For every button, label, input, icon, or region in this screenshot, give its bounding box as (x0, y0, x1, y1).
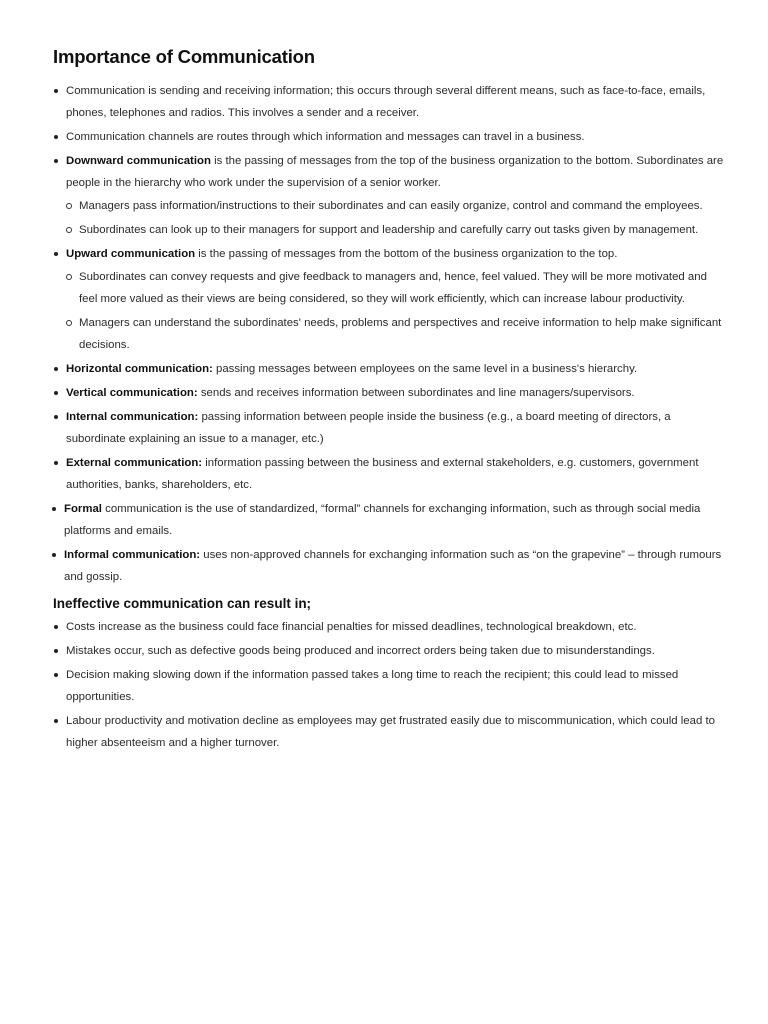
list-item (53, 406, 728, 450)
sub-list (66, 266, 728, 356)
list-item (53, 150, 728, 241)
sub-list-item: Subordinates can convey requests and give feedback to managers and, hence, feel valued. They will be more motivated and feel more valued as their views are being considered, so they will work efficiently, which can increase labour productivity. (66, 266, 728, 310)
item-text: passing information between people inside the business (e.g., a board meeting of directors, a subordinate explaining an issue to a manager, etc.) (66, 411, 671, 445)
item-text: Communication is sending and receiving information; this occurs through several different means, such as face-to-face, emails, phones, telephones and radios. This involves a sender and a receiver. (66, 85, 706, 119)
list-item (53, 382, 728, 404)
list-item (53, 243, 728, 356)
result-item: Costs increase as the business could face financial penalties for missed deadlines, technological breakdown, etc. (53, 616, 728, 638)
item-bold-term: External communication: (66, 457, 203, 469)
item-text: passing messages between employees on the same level in a business's hierarchy. (212, 363, 638, 375)
sub-list-item: Subordinates can look up to their managers for support and leadership and carefully carry out tasks given by management. (66, 219, 728, 241)
sub-list (66, 195, 728, 241)
sub-list-item: Managers pass information/instructions to their subordinates and can easily organize, control and command the employees. (66, 195, 728, 217)
item-text: sends and receives information between subordinates and line managers/supervisors. (197, 387, 635, 399)
item-bold-term: Vertical communication: (66, 387, 198, 399)
page-title: Importance of Communication (53, 46, 315, 67)
section-subheading: Ineffective communication can result in; (53, 596, 312, 611)
item-bold-term: Formal (64, 503, 102, 515)
list-item (51, 498, 728, 542)
list-item (51, 544, 728, 588)
item-bold-term: Downward communication (66, 155, 211, 167)
item-text: is the passing of messages from the bottom of the business organization to the top. (195, 248, 618, 260)
item-bold-term: Horizontal communication: (66, 363, 213, 375)
item-bold-term: Internal communication: (66, 411, 199, 423)
item-text: communication is the use of standardized, “formal” channels for exchanging information, such as through social media platforms and emails. (64, 503, 701, 537)
list-item (53, 358, 728, 380)
results-list (53, 616, 728, 754)
list-item (53, 452, 728, 496)
item-text: Communication channels are routes through which information and messages can travel in a business. (66, 131, 585, 143)
sub-list-item: Managers can understand the subordinates' needs, problems and perspectives and receive information to help make significant decisions. (66, 312, 728, 356)
item-text: information passing between the business and external stakeholders, e.g. customers, government authorities, banks, shareholders, etc. (66, 457, 699, 491)
list-item (53, 126, 728, 148)
importance-list (53, 80, 728, 588)
result-item: Decision making slowing down if the information passed takes a long time to reach the recipient; this could lead to missed opportunities. (53, 664, 728, 708)
item-text: uses non-approved channels for exchanging information such as “on the grapevine” – through rumours and gossip. (64, 549, 722, 583)
item-bold-term: Informal communication: (64, 549, 201, 561)
item-bold-term: Upward communication (66, 248, 196, 260)
result-item: Mistakes occur, such as defective goods being produced and incorrect orders being taken due to misunderstandings. (53, 640, 728, 662)
item-text: is the passing of messages from the top of the business organization to the bottom. Subordinates are people in the hierarchy who work under the supervision of a senior worker. (66, 155, 724, 189)
result-item: Labour productivity and motivation decline as employees may get frustrated easily due to miscommunication, which could lead to higher absenteeism and a higher turnover. (53, 710, 728, 754)
list-item (53, 80, 728, 124)
